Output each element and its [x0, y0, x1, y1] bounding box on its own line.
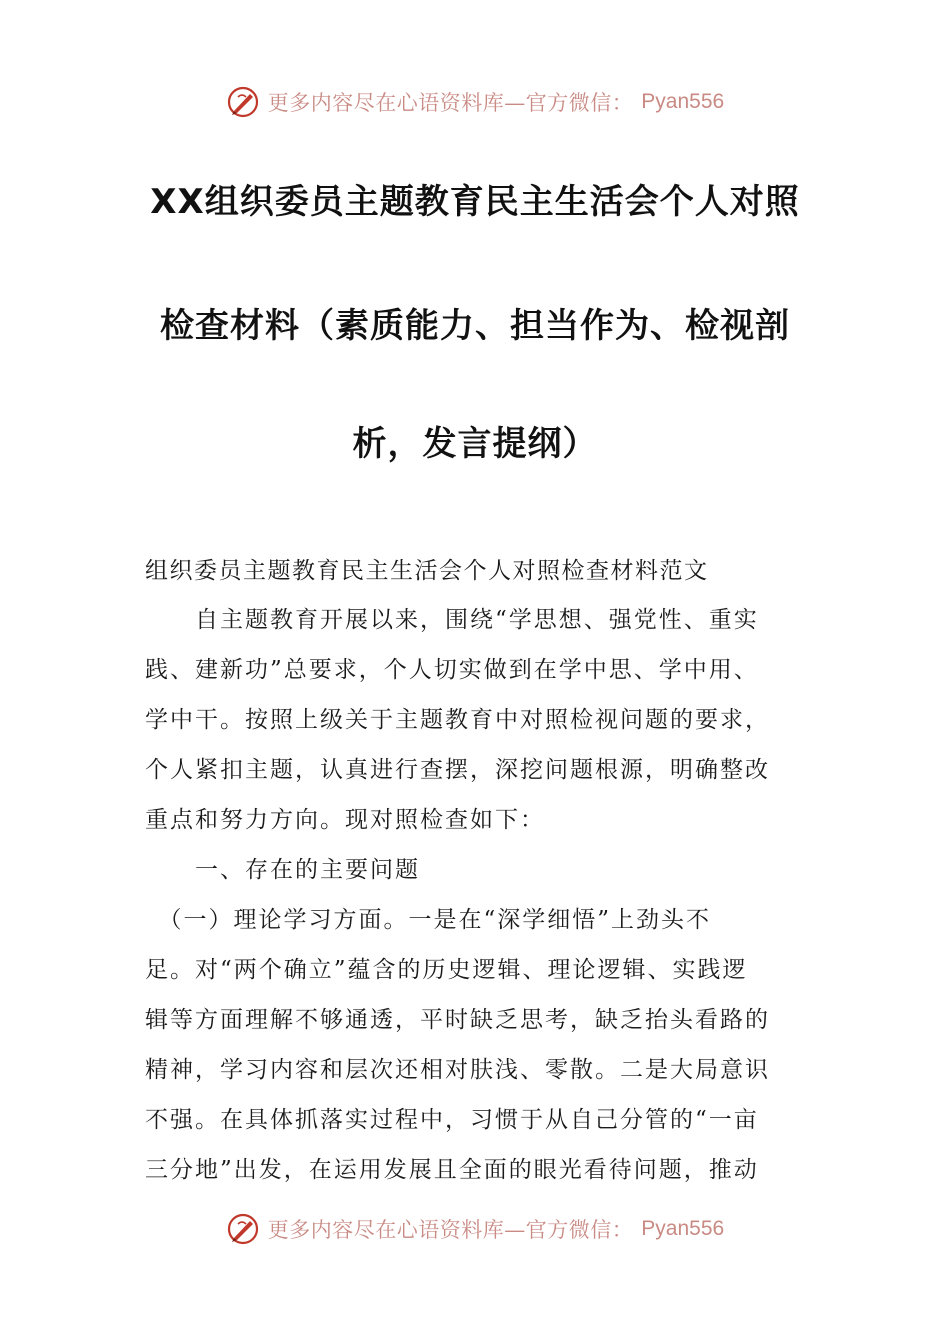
document-subtitle: 组织委员主题教育民主生活会个人对照检查材料范文 [145, 558, 709, 584]
watermark-text: 更多内容尽在心语资料库—官方微信： [267, 91, 634, 115]
body-line: 辑等方面理解不够通透，平时缺乏思考，缺乏抬头看路的 [145, 1007, 770, 1033]
watermark-wechat-id: Pyan556 [641, 1217, 725, 1240]
body-line: 精神，学习内容和层次还相对肤浅、零散。二是大局意识 [145, 1057, 770, 1083]
body-line: （一）理论学习方面。一是在“深学细悟”上劲头不 [145, 907, 712, 933]
body-line: 三分地”出发，在运用发展且全面的眼光看待问题，推动 [145, 1157, 759, 1183]
pen-logo-icon [226, 1212, 260, 1246]
document-title-line-3: 析，发言提纲） [352, 424, 598, 464]
footer-watermark [0, 1209, 950, 1249]
body-line: 自主题教育开展以来，围绕“学思想、强党性、重实 [145, 607, 759, 633]
body-line: 足。对“两个确立”蕴含的历史逻辑、理论逻辑、实践逻 [145, 957, 748, 983]
section-heading: 一、存在的主要问题 [145, 857, 420, 883]
document-title-line-2: 检查材料（素质能力、担当作为、检视剖 [160, 306, 790, 346]
body-line: 个人紧扣主题，认真进行查摆，深挖问题根源，明确整改 [145, 757, 770, 783]
body-line: 学中干。按照上级关于主题教育中对照检视问题的要求， [145, 707, 770, 733]
body-line: 践、建新功”总要求，个人切实做到在学中思、学中用、 [145, 657, 759, 683]
watermark-text: 更多内容尽在心语资料库—官方微信： [267, 1218, 634, 1242]
pen-logo-icon [226, 85, 260, 119]
body-line: 重点和努力方向。现对照检查如下： [145, 807, 545, 833]
body-line: 不强。在具体抓落实过程中，习惯于从自己分管的“一亩 [145, 1107, 759, 1133]
watermark-wechat-id: Pyan556 [641, 90, 725, 113]
document-title-line-1: XX组织委员主题教育民主生活会个人对照 [150, 182, 800, 222]
header-watermark [0, 82, 950, 122]
